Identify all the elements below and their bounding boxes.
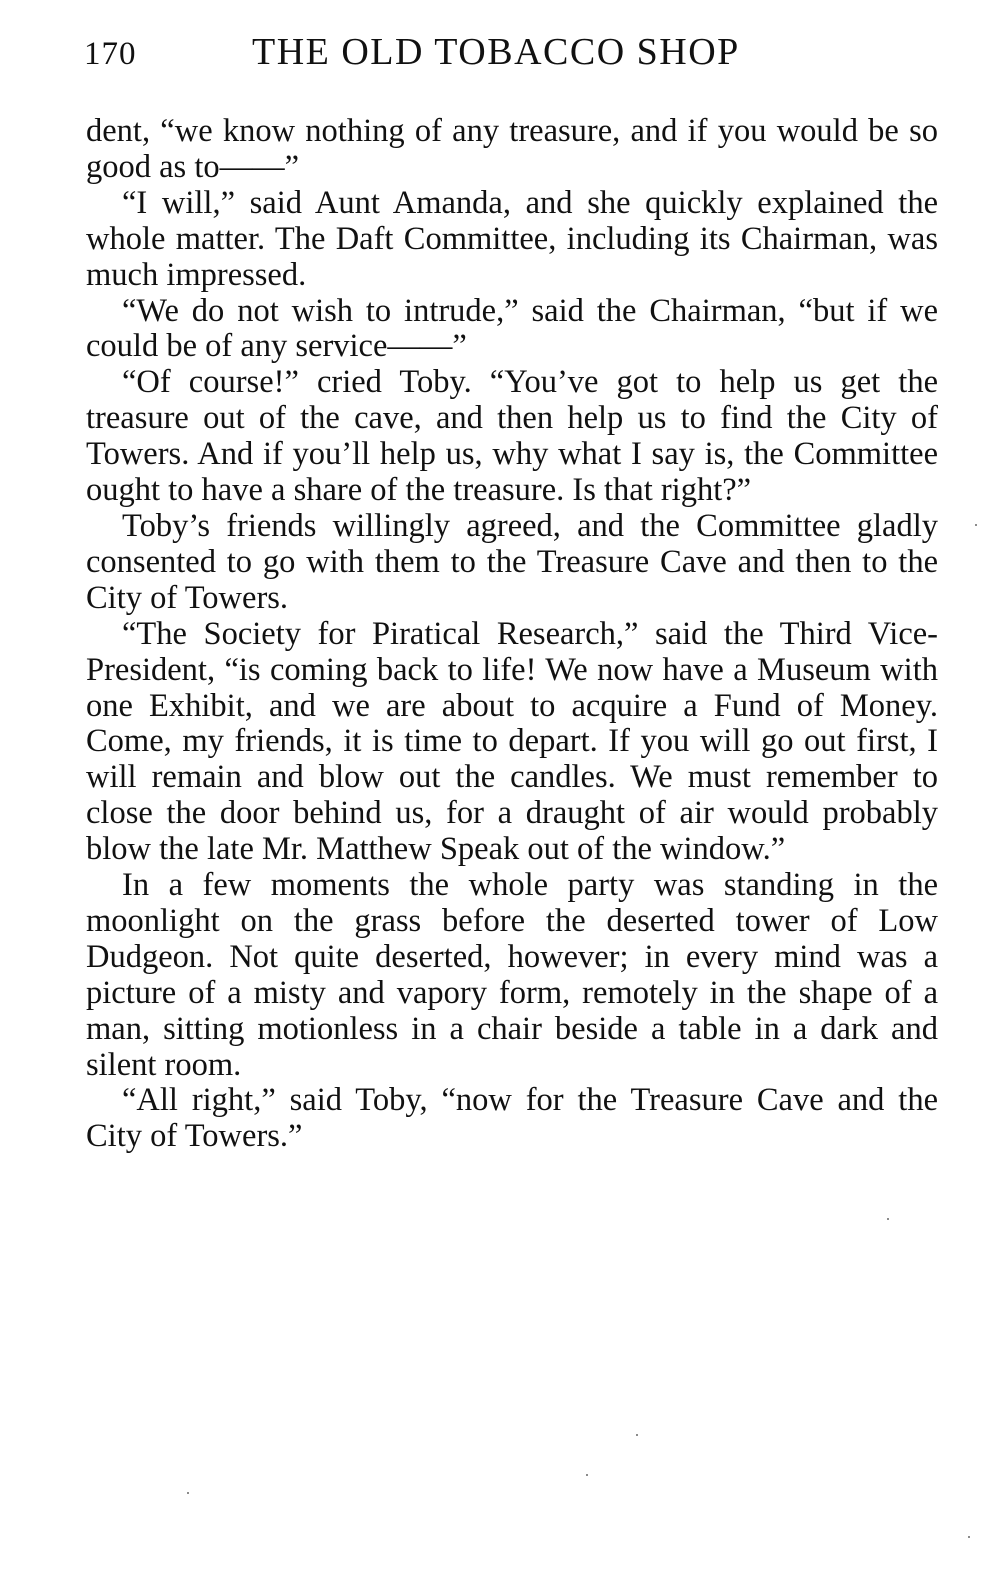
paragraph: “The Society for Piratical Research,” said the Third Vice-President, “is coming back to life! We now have a Museum with one Exhibit, and we are about to acquire a Fund of Money. Come, my friends, it is time to depart. If you will go out first, I will remain and blow out the candles. We must remember to close the door behind us, for a draught of air would probably blow the late Mr. Matthew Speak out of the window.” <box>86 615 938 868</box>
page-header <box>84 30 784 76</box>
paragraph: “Of course!” cried Toby. “You’ve got to help us get the treasure out of the cave, and then help us to find the City of Towers. And if you’ll help us, why what I say is, the Committee ought to have a share of the treasure. Is that right?” <box>86 364 938 509</box>
paragraph: Toby’s friends willingly agreed, and the Committee gladly consented to go with them to the Treasure Cave and then to the City of Towers. <box>86 507 938 616</box>
paragraph: “I will,” said Aunt Amanda, and she quickly explained the whole matter. The Daft Committee, including its Chairman, was much impressed. <box>86 184 938 293</box>
paragraph: dent, “we know nothing of any treasure, and if you would be so good as to——” <box>86 113 938 185</box>
body-text <box>86 114 938 1155</box>
paragraph: “All right,” said Toby, “now for the Treasure Cave and the City of Towers.” <box>86 1082 938 1155</box>
paper-speck <box>636 1434 638 1436</box>
paper-speck <box>968 1536 970 1538</box>
paper-speck <box>187 1492 189 1494</box>
page-number: 170 <box>84 36 137 72</box>
running-title: THE OLD TOBACCO SHOP <box>252 31 740 73</box>
paper-speck <box>975 524 977 526</box>
paragraph: In a few moments the whole party was standing in the moonlight on the grass before the deserted tower of Low Dudgeon. Not quite deserted, however; in every mind was a picture of a misty and vapory form, remotely in the shape of a man, sitting motionless in a chair beside a table in a dark and silent room. <box>86 867 938 1083</box>
paragraph: “We do not wish to intrude,” said the Chairman, “but if we could be of any service——” <box>86 292 938 365</box>
paper-speck <box>887 1218 889 1220</box>
paper-speck <box>586 1474 588 1476</box>
